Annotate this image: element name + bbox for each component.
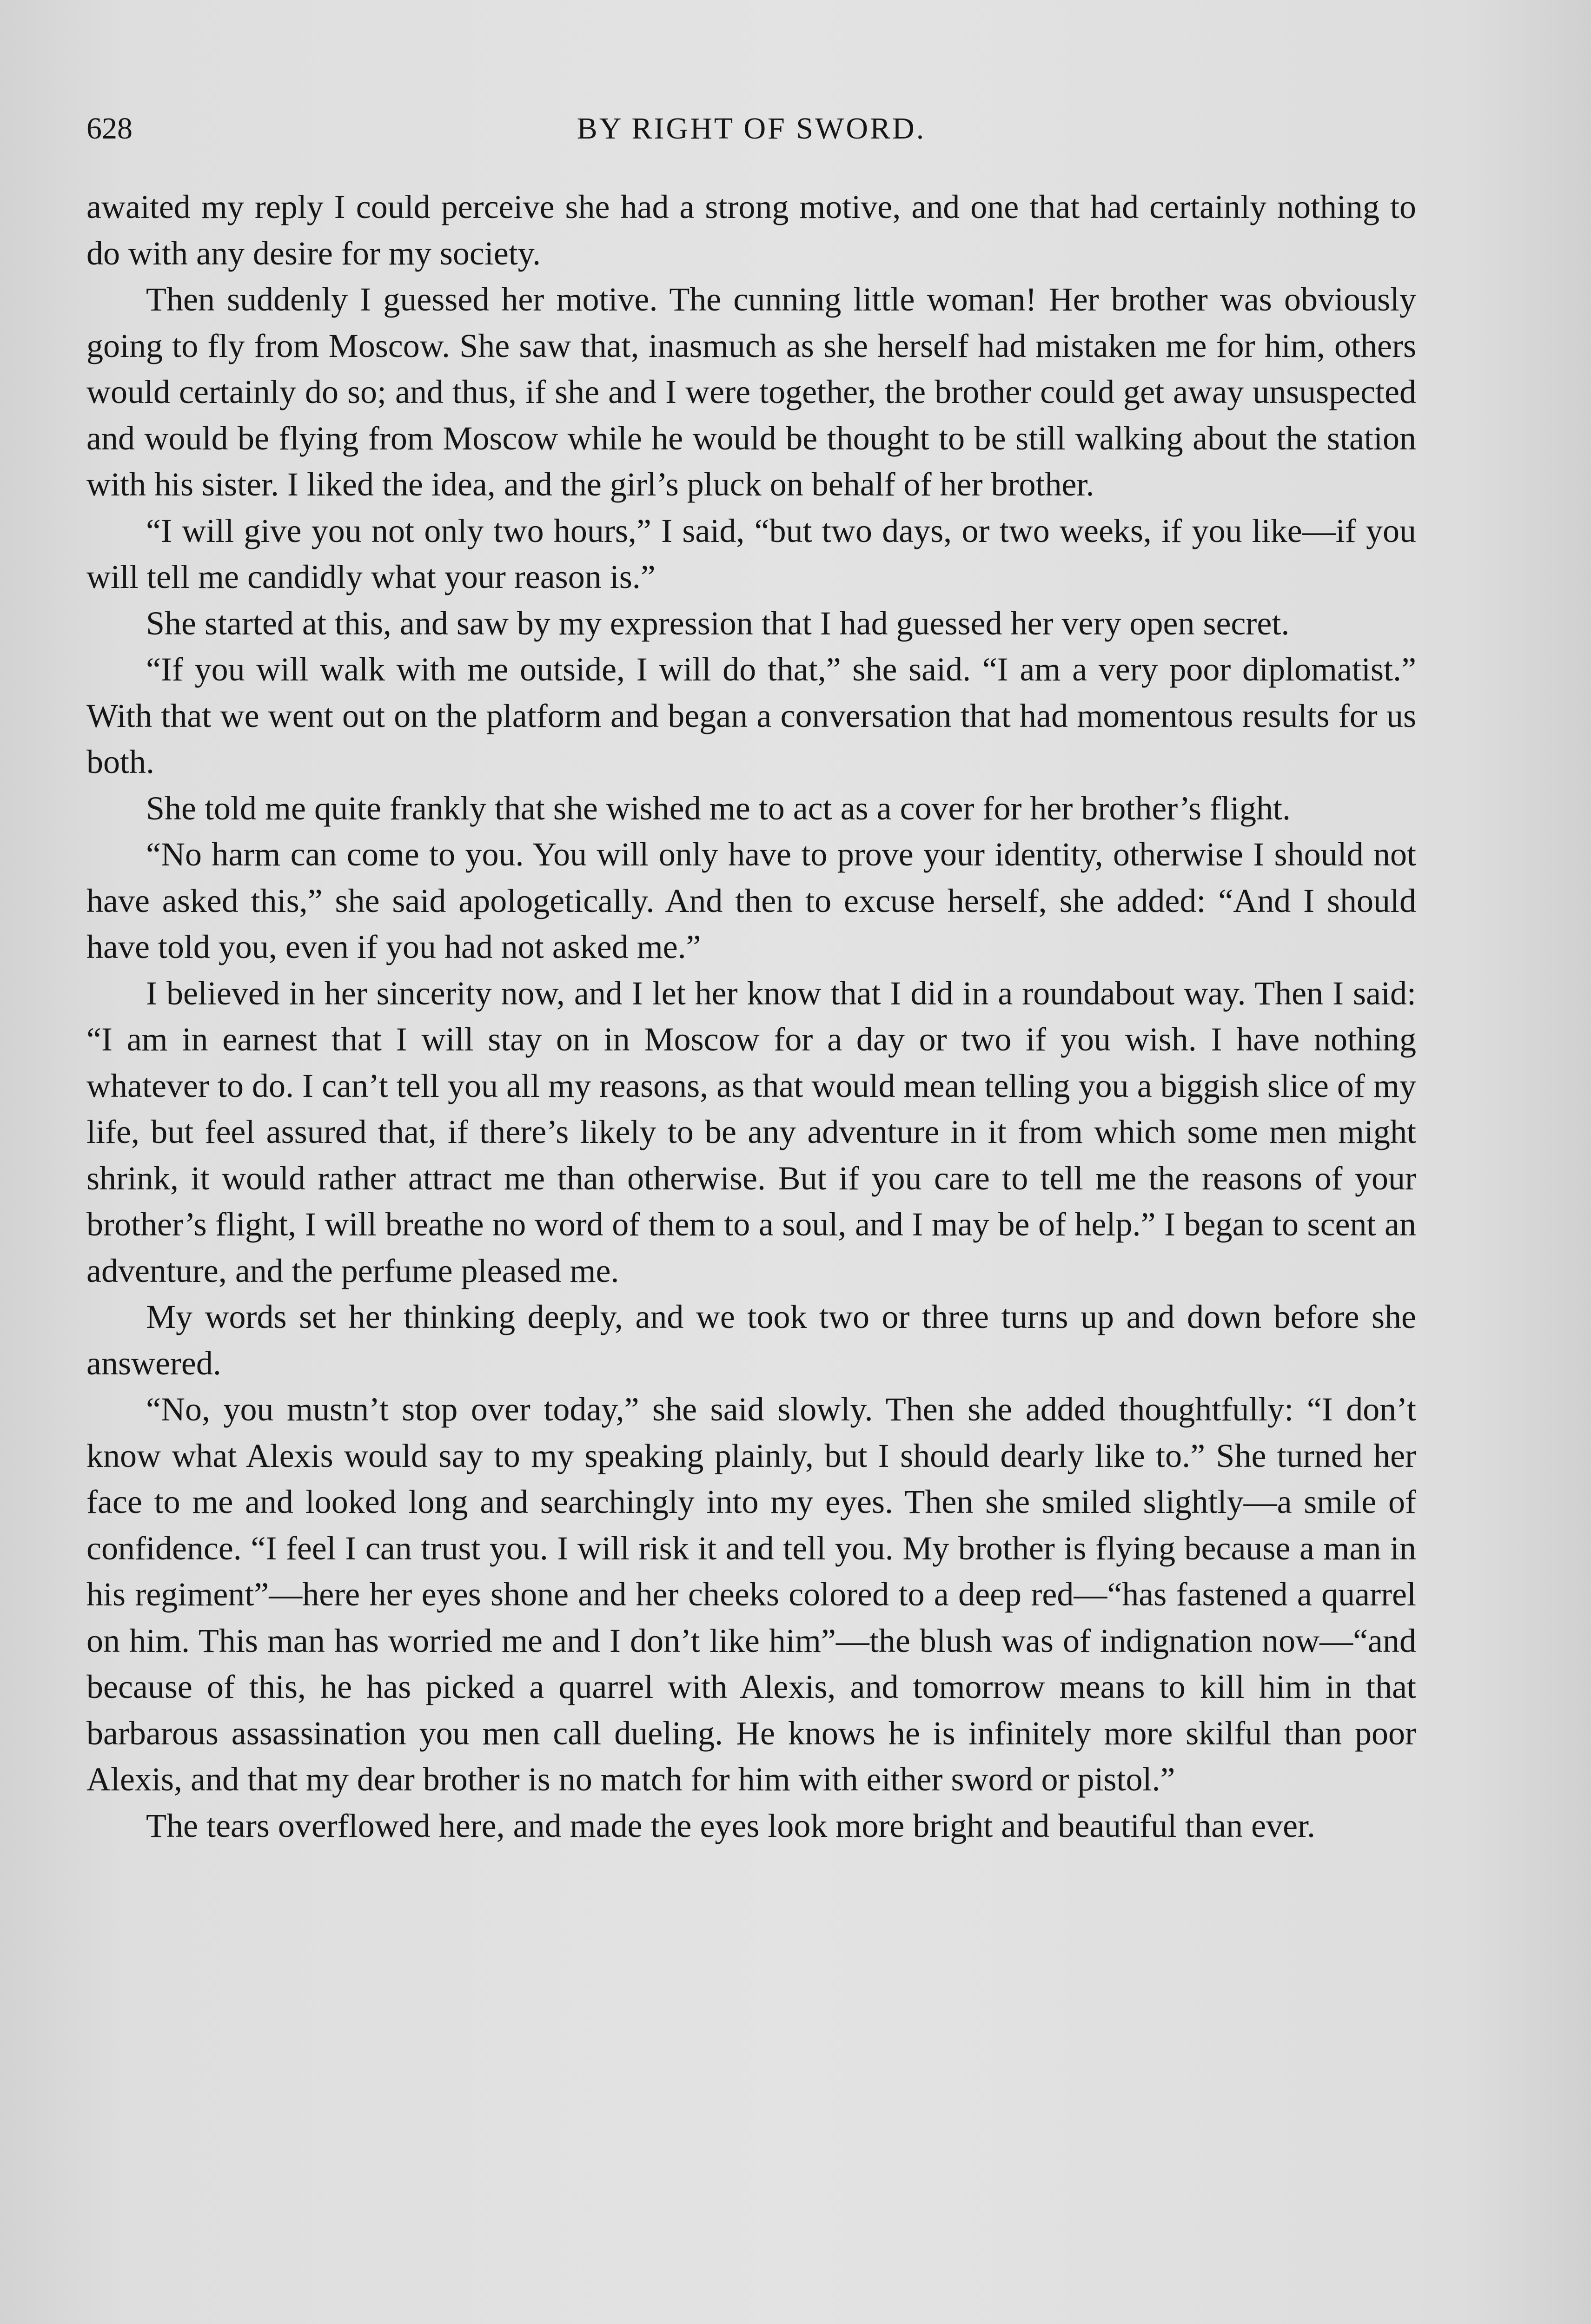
paragraph: The tears overflowed here, and made the eyes look more bright and beautiful than ever. [146,1807,1316,1844]
paragraph-continued: awaited my reply I could perceive she had a strong motive, and one that had certainly nothing to do with any desire for my society. [86,188,1416,272]
paragraph: She told me quite frankly that she wished me to act as a cover for her brother’s flight. [146,789,1291,827]
paragraph: “No harm can come to you. You will only have to prove your identity, otherwise I should not have asked this,” she said apologetically. And then to excuse herself, she added: “And I should have told you, even if you had not asked me.” [86,836,1416,965]
paragraph: “I will give you not only two hours,” I said, “but two days, or two weeks, if you like—if you will tell me candidly what your reason is.” [86,512,1416,595]
body-text [86,184,1416,1849]
running-head [86,108,1416,150]
paragraph: “If you will walk with me outside, I will do that,” she said. “I am a very poor diplomatist.” With that we went out on the platform and began a conversation that had momentous results for us both. [86,651,1416,780]
paragraph: My words set her thinking deeply, and we took two or three turns up and down before she answered. [86,1298,1416,1382]
page-number: 628 [86,112,133,145]
paragraph: Then suddenly I guessed her motive. The cunning little woman! Her brother was obviously going to fly from Moscow. She saw that, inasmuch as she herself had mistaken me for him, others would certainly do so; and thus, if she and I were together, the brother could get away unsuspected and would be flying from Moscow while he would be thought to be still walking about the station with his sister. I liked the idea, and the girl’s pluck on behalf of her brother. [86,281,1416,503]
paragraph: She started at this, and saw by my expression that I had guessed her very open secret. [146,604,1290,642]
paragraph: I believed in her sincerity now, and I let her know that I did in a roundabout way. Then I said: “I am in earnest that I will stay on in Moscow for a day or two if you wish. I have nothing whatever to do. I can’t tell you all my reasons, as that would mean telling you a biggish slice of my life, but feel assured that, if there’s likely to be any adventure in it from which some men might shrink, it would rather attract me than otherwise. But if you care to tell me the reasons of your brother’s flight, I will breathe no word of them to a soul, and I may be of help.” I began to scent an adventure, and the perfume pleased me. [86,974,1416,1289]
running-title: BY RIGHT OF SWORD. [577,112,926,145]
paragraph: “No, you mustn’t stop over today,” she said slowly. Then she added thoughtfully: “I don’t know what Alexis would say to my speaking plainly, but I should dearly like to.” She turned her face to me and looked long and searchingly into my eyes. Then she smiled slightly—a smile of confidence. “I feel I can trust you. I will risk it and tell you. My brother is flying because a man in his regiment”—here her eyes shone and her cheeks colored to a deep red—“has fastened a quarrel on him. This man has worried me and I don’t like him”—the blush was of indignation now—“and because of this, he has picked a quarrel with Alexis, and tomorrow means to kill him in that barbarous assassination you men call dueling. He knows he is infinitely more skilful than poor Alexis, and that my dear brother is no match for him with either sword or pistol.” [86,1391,1416,1798]
